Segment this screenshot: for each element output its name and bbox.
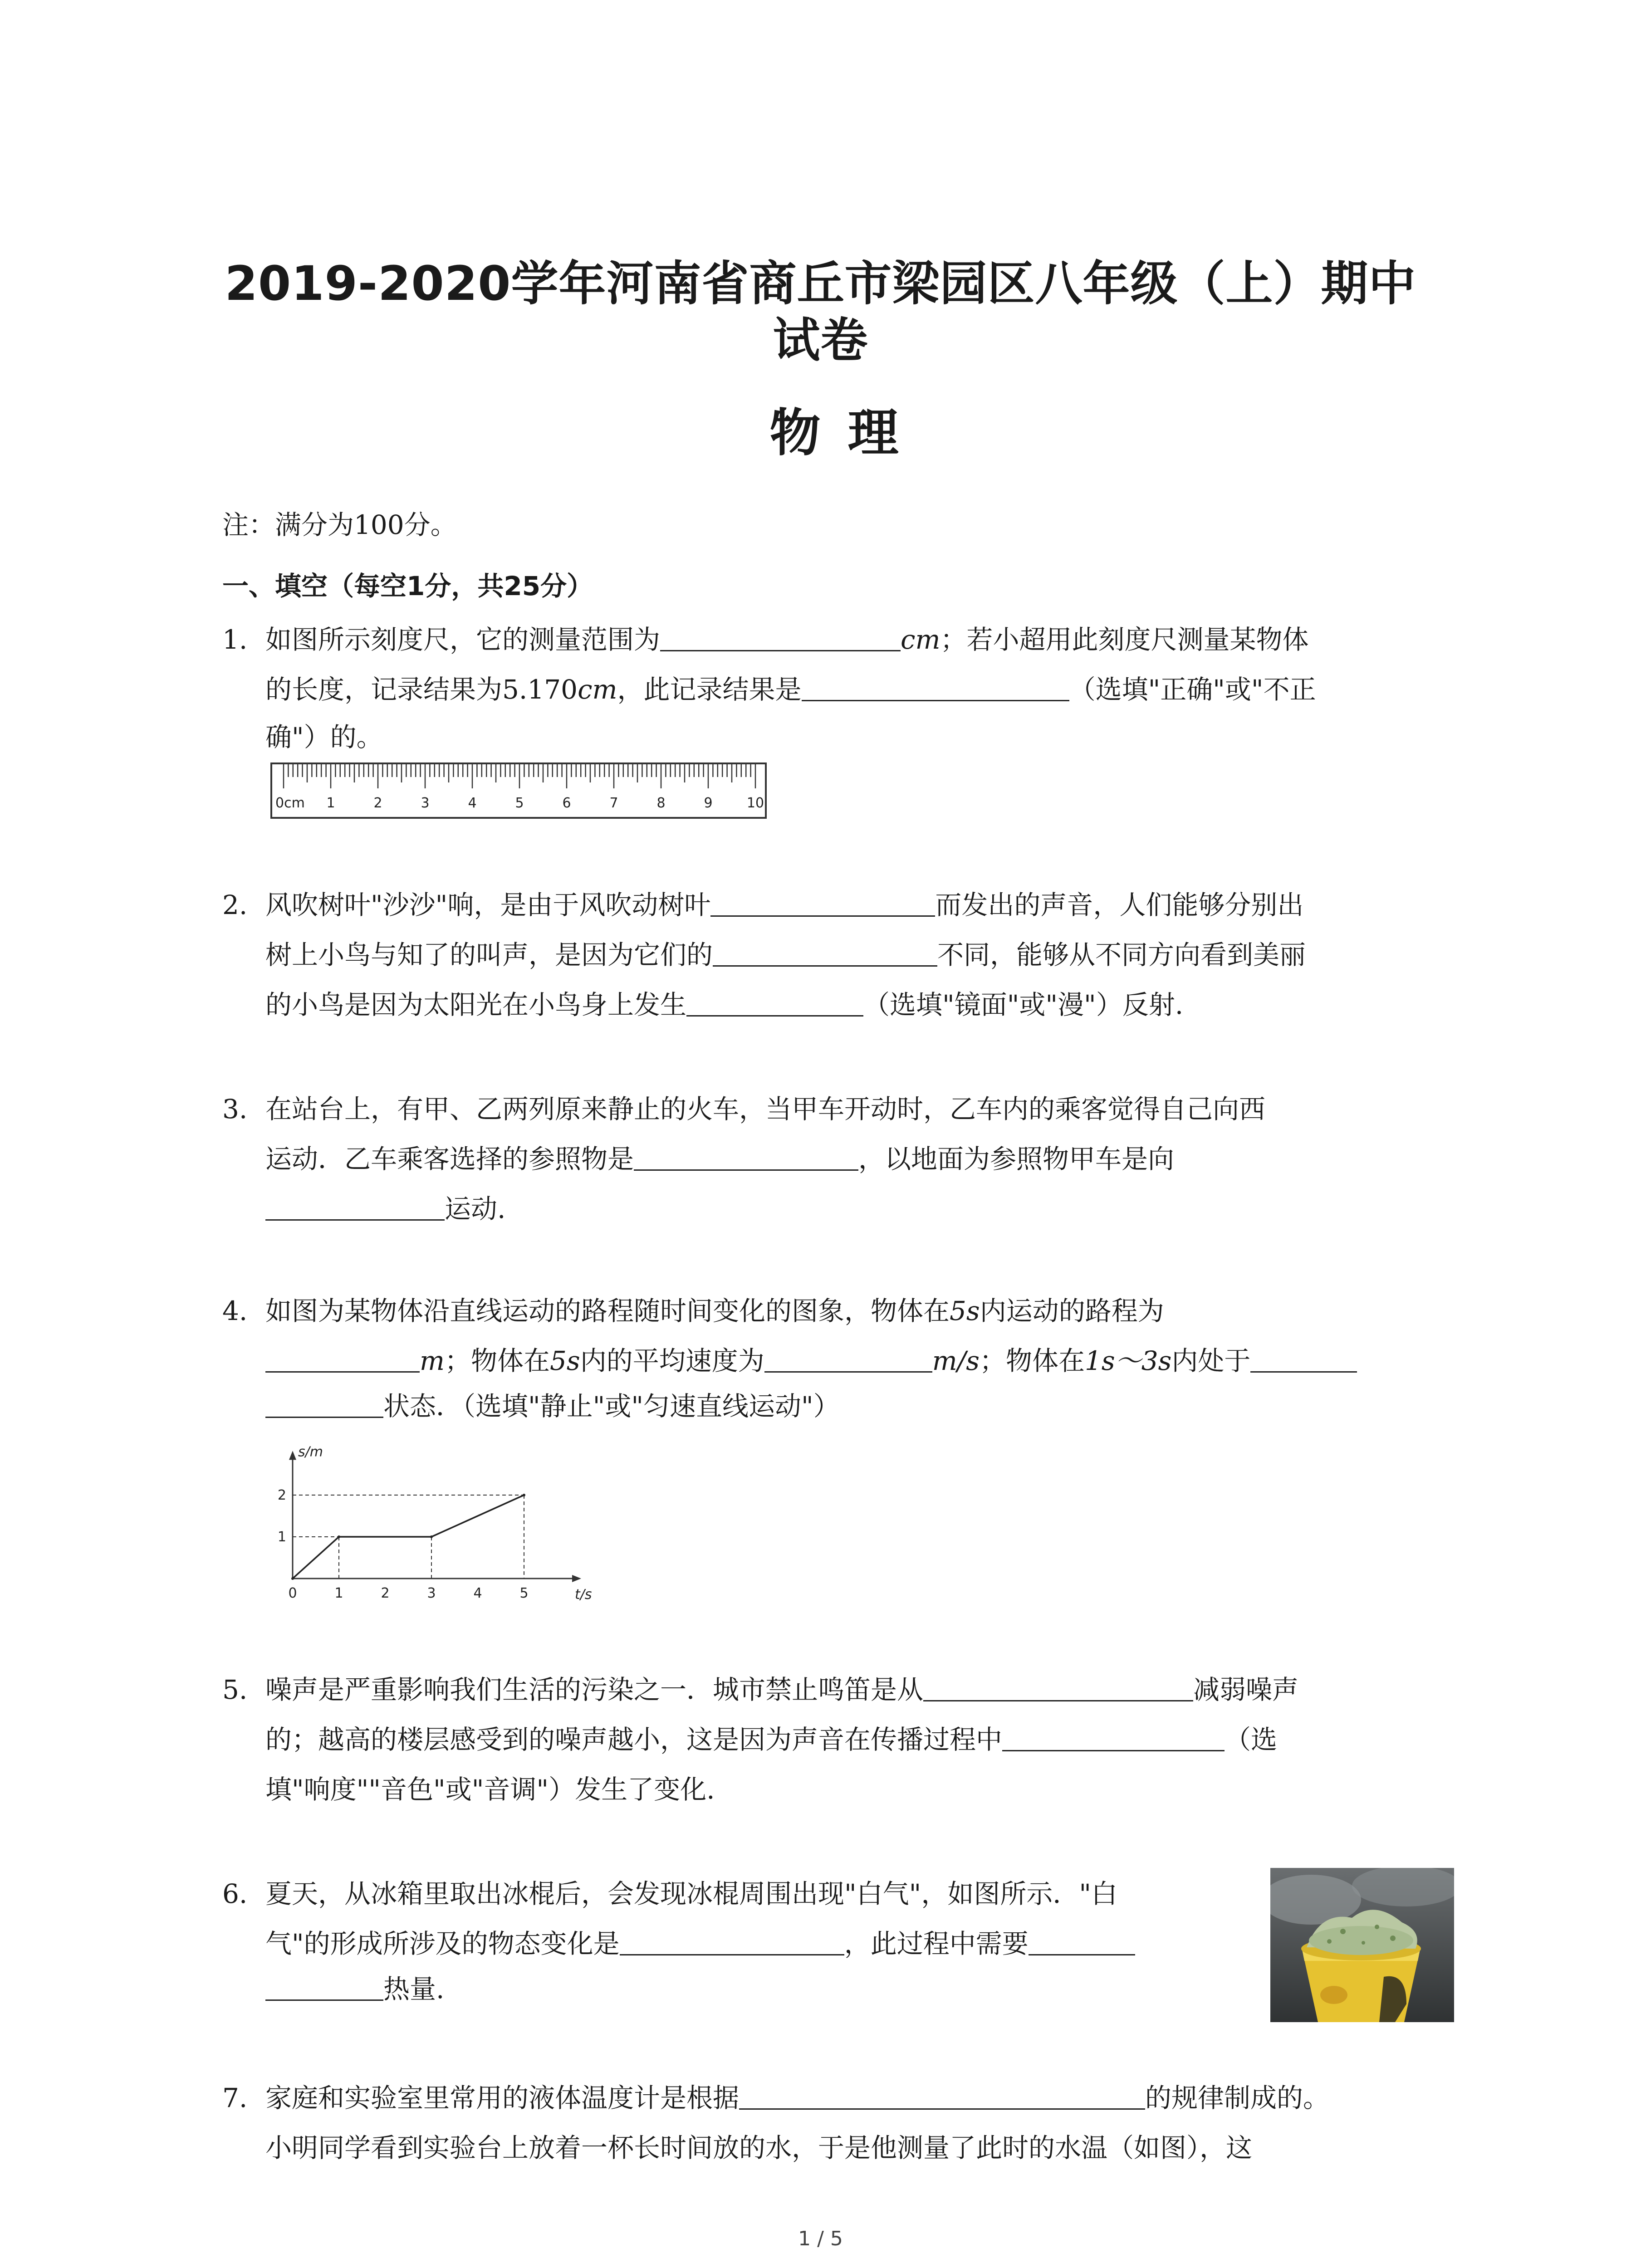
ruler-figure — [270, 762, 769, 821]
q7-number: 7. — [222, 2082, 248, 2113]
section-heading: 一、填空（每空1分，共25分） — [222, 571, 593, 601]
q4-blank1[interactable] — [265, 1345, 420, 1373]
x-tick-label: 4 — [473, 1585, 482, 1601]
ice-cream-photo — [1270, 1868, 1454, 2022]
ruler-label: 4 — [468, 795, 477, 811]
q5-blank2[interactable] — [1002, 1724, 1225, 1751]
x-tick-label: 1 — [334, 1585, 343, 1601]
q3-line1: 3. 在站台上，有甲、乙两列原来静止的火车，当甲车开动时，乙车内的乘客觉得自己向西 — [222, 1091, 1265, 1127]
q2-blank3[interactable] — [686, 989, 863, 1017]
y-axis-label: s/m — [298, 1444, 323, 1460]
exam-title-line1: 2019-2020学年河南省商丘市梁园区八年级（上）期中 — [225, 256, 1416, 311]
q3-line3: 运动. — [265, 1191, 505, 1227]
y-tick-label: 2 — [277, 1487, 286, 1503]
q1-blank1[interactable] — [660, 624, 901, 651]
data-point — [523, 1494, 525, 1496]
ruler-label: 8 — [656, 795, 666, 811]
ruler-label: 5 — [515, 795, 524, 811]
q2-blank2[interactable] — [713, 939, 937, 967]
q7-line1: 7. 家庭和实验室里常用的液体温度计是根据 的规律制成的。 — [222, 2080, 1329, 2116]
page-number: 1 / 5 — [798, 2227, 843, 2250]
q5-line2: 的；越高的楼层感受到的噪声越小，这是因为声音在传播过程中 （选 — [265, 1724, 1278, 1755]
q4-line3: 状态．（选填"静止"或"匀速直线运动"） — [265, 1388, 840, 1424]
q2-number: 2. — [222, 890, 248, 920]
x-tick-label: 0 — [288, 1585, 297, 1601]
score-note: 注：满分为100分。 — [222, 509, 457, 540]
q6-line2: 气"的形成所涉及的物态变化是 ，此过程中需要 — [265, 1926, 1135, 1962]
distance-time-chart — [272, 1429, 617, 1610]
x-axis-label: t/s — [575, 1587, 592, 1603]
q7-blank1[interactable] — [739, 2082, 1145, 2110]
q2-line2: 树上小鸟与知了的叫声，是因为它们的 不同，能够从不同方向看到美丽 — [265, 939, 1306, 970]
q1-line3: 确"）的。 — [265, 722, 383, 753]
data-point — [291, 1577, 294, 1580]
ruler-label: 0cm — [275, 795, 305, 811]
q6-number: 6. — [222, 1878, 248, 1909]
ruler-label: 6 — [562, 795, 571, 811]
ruler-label: 2 — [373, 795, 382, 811]
q5-number: 5. — [222, 1674, 248, 1705]
ruler-label: 7 — [609, 795, 618, 811]
q2-blank1[interactable] — [710, 889, 935, 917]
x-axis-arrow — [572, 1575, 581, 1582]
ruler-label: 3 — [421, 795, 430, 811]
q1-line2: 的长度，记录结果为5.170cm，此记录结果是 （选填"正确"或"不正 — [265, 674, 1316, 705]
x-tick-label: 5 — [519, 1585, 529, 1601]
q6-blank2a[interactable] — [1029, 1928, 1135, 1955]
q4-blank3b[interactable] — [265, 1390, 383, 1418]
q3-blank1[interactable] — [634, 1143, 858, 1171]
subject-heading: 物理 — [769, 404, 926, 463]
q6-line3: 热量. — [265, 1971, 444, 2007]
q6-blank1[interactable] — [620, 1928, 844, 1955]
q7-line2: 小明同学看到实验台上放着一杯长时间放的水，于是他测量了此时的水温（如图），这 — [265, 2132, 1253, 2163]
y-axis-arrow — [289, 1451, 296, 1460]
q5-line1: 5. 噪声是严重影响我们生活的污染之一．城市禁止鸣笛是从 减弱噪声 — [222, 1672, 1298, 1708]
exam-title-line2: 试卷 — [773, 313, 868, 368]
q2-line1: 2. 风吹树叶"沙沙"响，是由于风吹动树叶 而发出的声音，人们能够分别出 — [222, 887, 1303, 923]
ruler-label: 10 — [746, 795, 764, 811]
data-point — [338, 1535, 340, 1538]
q4-line2: m；物体在5s内的平均速度为 m/s；物体在1s～3s内处于 — [265, 1343, 1357, 1379]
q3-number: 3. — [222, 1094, 248, 1124]
q3-line2: 运动．乙车乘客选择的参照物是 ，以地面为参照物甲车是向 — [265, 1144, 1175, 1174]
q5-line3: 填"响度""音色"或"音调"）发生了变化. — [265, 1774, 715, 1805]
q4-blank2[interactable] — [764, 1345, 932, 1373]
q3-blank2[interactable] — [265, 1193, 445, 1221]
x-tick-label: 2 — [381, 1585, 390, 1601]
q4-line1: 4. 如图为某物体沿直线运动的路程随时间变化的图象，物体在5s内运动的路程为 — [222, 1293, 1164, 1329]
q1-blank2[interactable] — [802, 674, 1069, 701]
q2-line3: 的小鸟是因为太阳光在小鸟身上发生 （选填"镜面"或"漫"）反射. — [265, 989, 1184, 1020]
y-tick-label: 1 — [277, 1529, 286, 1545]
q4-blank3a[interactable] — [1250, 1345, 1357, 1373]
q6-blank2b[interactable] — [265, 1973, 383, 2001]
ruler-label: 9 — [704, 795, 713, 811]
q1-number: 1. — [222, 624, 248, 655]
x-tick-label: 3 — [427, 1585, 436, 1601]
data-point — [430, 1535, 433, 1538]
q1-line1: 1. 如图所示刻度尺，它的测量范围为 cm；若小超用此刻度尺测量某物体 — [222, 621, 1309, 658]
q6-line1: 6. 夏天，从冰箱里取出冰棍后，会发现冰棍周围出现"白气"，如图所示．"白 — [222, 1876, 1117, 1912]
q5-blank1[interactable] — [923, 1674, 1193, 1701]
q4-number: 4. — [222, 1295, 248, 1326]
ruler-label: 1 — [326, 795, 335, 811]
